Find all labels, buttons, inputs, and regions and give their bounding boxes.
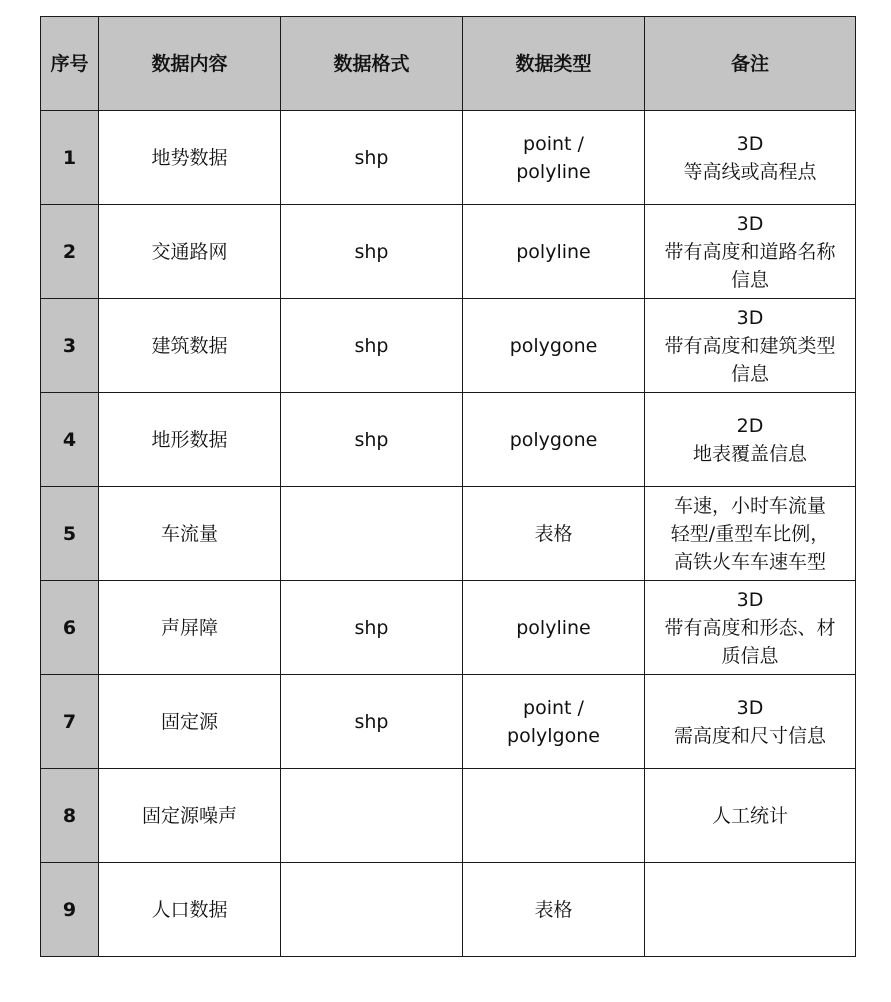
cell-note-line: 等高线或高程点 (683, 160, 817, 183)
cell-type-line: polyline (516, 240, 591, 263)
cell-format (281, 769, 463, 863)
cell-note (645, 675, 856, 769)
cell-type-line: polylgone (507, 724, 600, 747)
cell-content: 声屏障 (99, 581, 281, 675)
cell-content: 交通路网 (99, 205, 281, 299)
header-type: 数据类型 (463, 17, 645, 111)
cell-format: shp (281, 299, 463, 393)
cell-type-line: polyline (516, 616, 591, 639)
cell-content: 固定源 (99, 675, 281, 769)
cell-note-line: 3D (736, 696, 764, 719)
header-row (41, 17, 856, 111)
cell-type (463, 675, 645, 769)
row-number: 9 (41, 863, 99, 957)
row-number: 8 (41, 769, 99, 863)
cell-content: 地势数据 (99, 111, 281, 205)
cell-type-line: polyline (516, 160, 591, 183)
row-number: 1 (41, 111, 99, 205)
cell-type-line: point / (523, 132, 584, 155)
cell-note-line: 3D (736, 212, 764, 235)
cell-note-line: 带有高度和道路名称 (664, 240, 836, 263)
cell-content: 建筑数据 (99, 299, 281, 393)
cell-note-line: 3D (736, 132, 764, 155)
cell-type (463, 205, 645, 299)
cell-type (463, 581, 645, 675)
data-table (40, 16, 856, 957)
row-number: 6 (41, 581, 99, 675)
cell-note-line: 车速，小时车流量 (673, 494, 826, 517)
header-format: 数据格式 (281, 17, 463, 111)
cell-note-line: 轻型/重型车比例， (670, 522, 830, 545)
cell-format (281, 863, 463, 957)
cell-note (645, 863, 856, 957)
cell-note (645, 487, 856, 581)
row-number: 4 (41, 393, 99, 487)
table-row (41, 675, 856, 769)
cell-note-line: 信息 (730, 362, 769, 385)
cell-note (645, 393, 856, 487)
cell-type-line: 表格 (534, 522, 573, 545)
cell-format: shp (281, 581, 463, 675)
header-note: 备注 (645, 17, 856, 111)
cell-note-line: 3D (736, 588, 764, 611)
cell-format: shp (281, 111, 463, 205)
row-number: 7 (41, 675, 99, 769)
cell-type-line: point / (523, 696, 584, 719)
cell-note (645, 111, 856, 205)
cell-type (463, 299, 645, 393)
table-row (41, 205, 856, 299)
cell-format: shp (281, 205, 463, 299)
cell-note-line: 2D (736, 414, 764, 437)
cell-type (463, 393, 645, 487)
cell-type (463, 487, 645, 581)
table-row (41, 863, 856, 957)
row-number: 3 (41, 299, 99, 393)
cell-note-line: 高铁火车车速车型 (673, 550, 826, 573)
cell-note (645, 769, 856, 863)
cell-note-line: 需高度和尺寸信息 (673, 724, 826, 747)
cell-note-line: 信息 (730, 268, 769, 291)
cell-note-line: 带有高度和形态、材 (664, 616, 836, 639)
cell-type-line: polygone (509, 334, 598, 357)
cell-type (463, 863, 645, 957)
cell-content: 地形数据 (99, 393, 281, 487)
table-row (41, 111, 856, 205)
cell-note (645, 299, 856, 393)
cell-type-line: 表格 (534, 898, 573, 921)
cell-format: shp (281, 675, 463, 769)
cell-content: 人口数据 (99, 863, 281, 957)
cell-content: 固定源噪声 (99, 769, 281, 863)
row-number: 2 (41, 205, 99, 299)
table-row (41, 299, 856, 393)
cell-content: 车流量 (99, 487, 281, 581)
cell-format: shp (281, 393, 463, 487)
header-content: 数据内容 (99, 17, 281, 111)
cell-type-line: polygone (509, 428, 598, 451)
cell-format (281, 487, 463, 581)
row-number: 5 (41, 487, 99, 581)
cell-note-line: 质信息 (721, 644, 779, 667)
cell-type (463, 769, 645, 863)
cell-note (645, 581, 856, 675)
table-row (41, 393, 856, 487)
cell-note-line: 3D (736, 306, 764, 329)
table-row (41, 487, 856, 581)
cell-note-line: 带有高度和建筑类型 (664, 334, 836, 357)
cell-type (463, 111, 645, 205)
cell-note (645, 205, 856, 299)
table-row (41, 769, 856, 863)
header-no: 序号 (41, 17, 99, 111)
cell-note-line: 人工统计 (711, 804, 788, 827)
cell-note-line: 地表覆盖信息 (692, 442, 807, 465)
table-row (41, 581, 856, 675)
